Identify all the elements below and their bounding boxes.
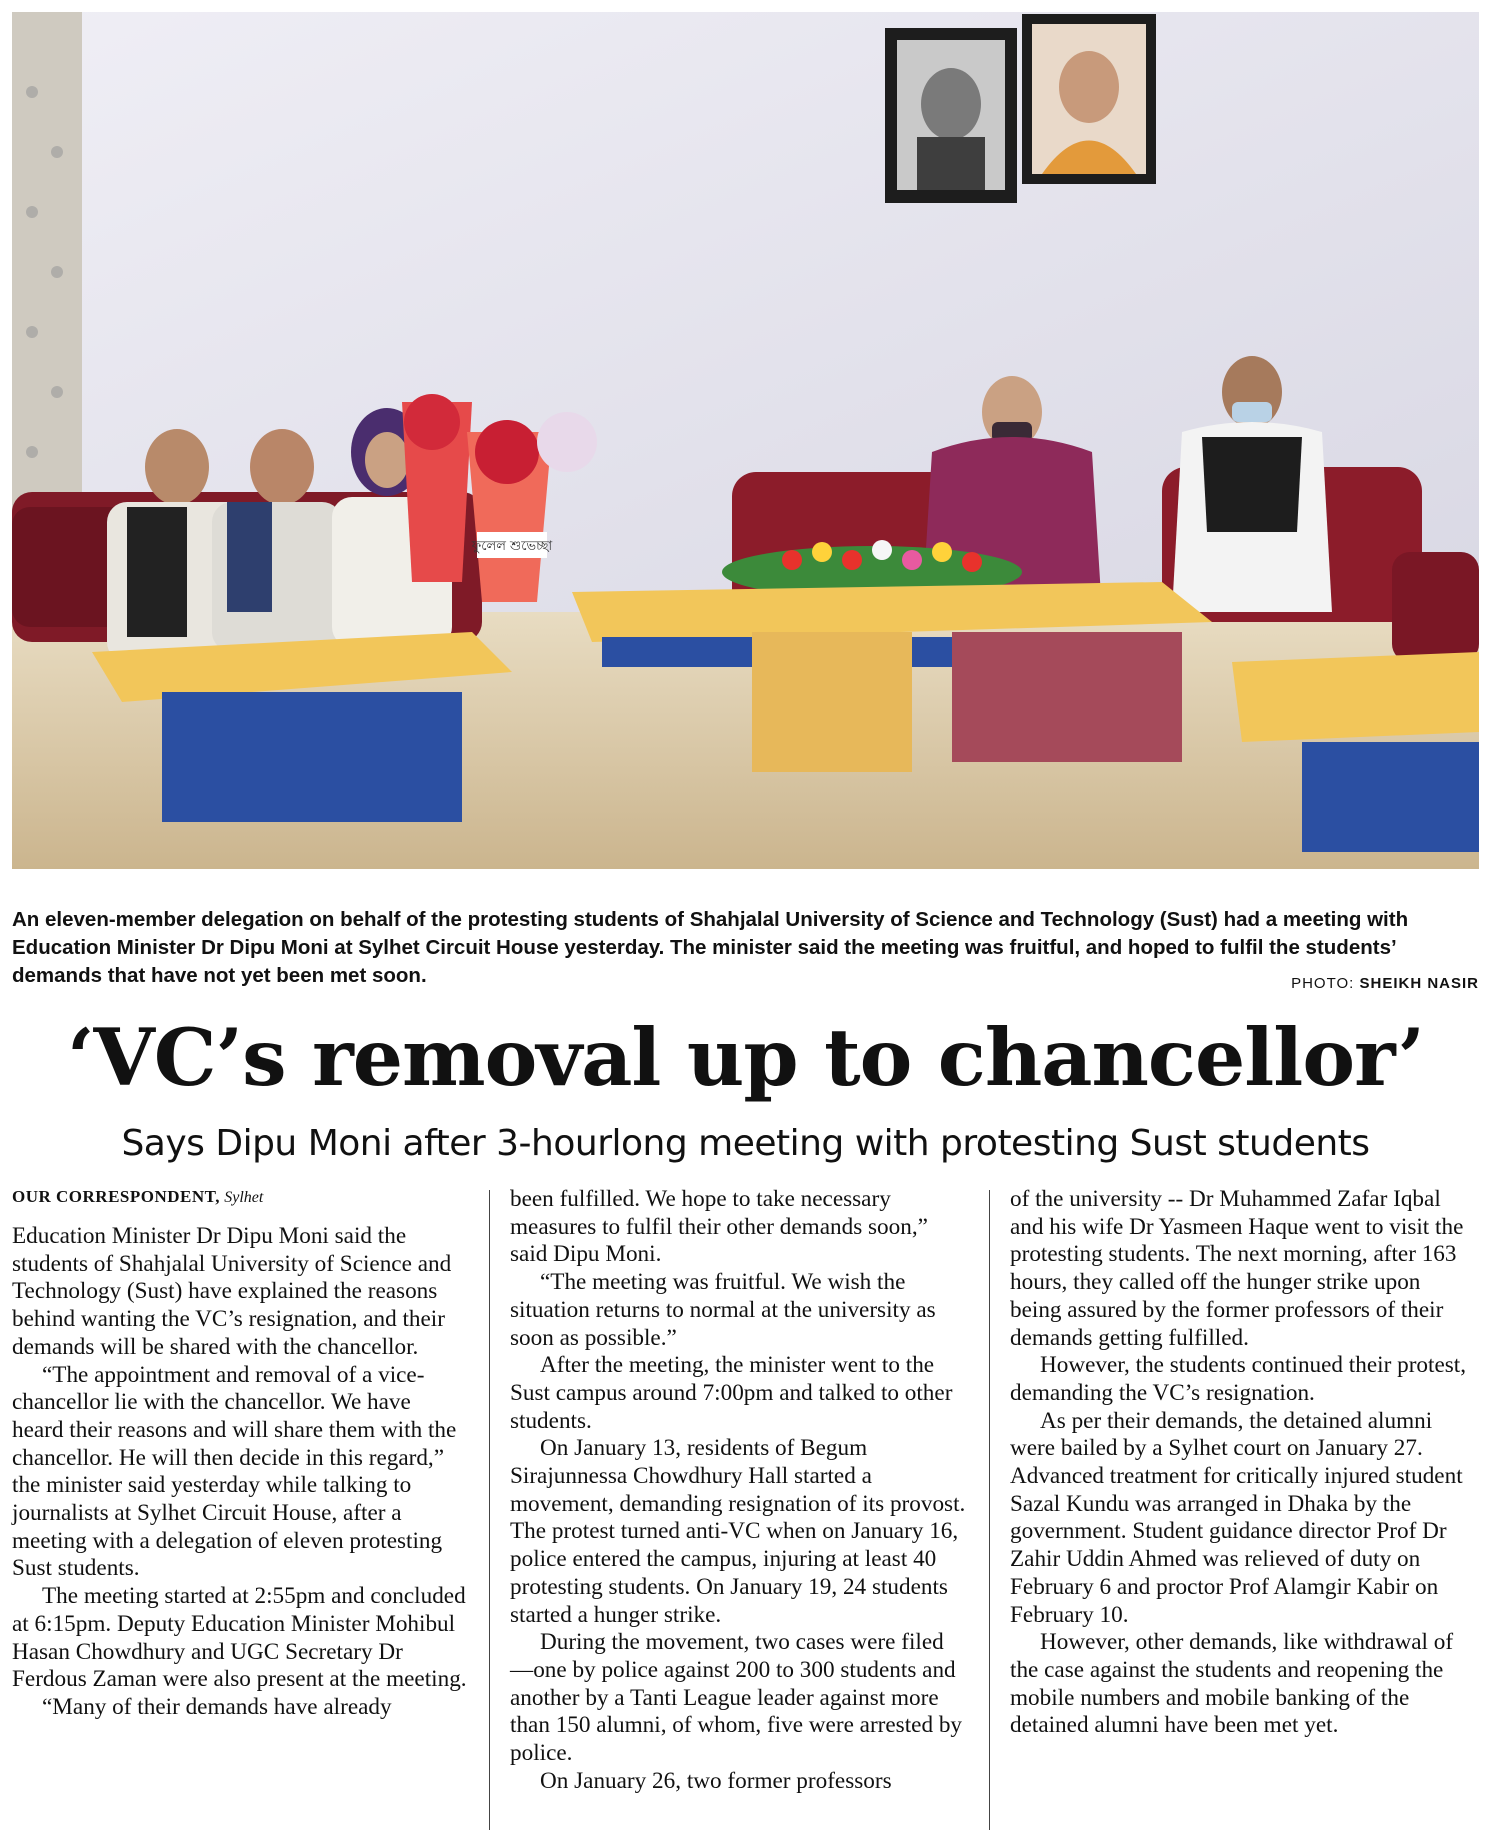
meeting-room-illustration	[12, 12, 1479, 869]
news-photo	[12, 12, 1479, 869]
paragraph: of the university -- Dr Muhammed Zafar Iqbal and his wife Dr Yasmeen Haque went to visit the protesting students. The next morning, after 163 hours, they called off the hunger strike upon being assured by the former professors of their demands getting fulfilled.	[1010, 1186, 1464, 1351]
paragraph: “The appointment and removal of a vice-chancellor lie with the chancellor. We have heard their reasons and will share them with the chancellor. He will then decide in this regard,” the minister said yesterday while talking to journalists at Sylhet Circuit House, after a meeting with a delegation of eleven protesting Sust students.	[12, 1361, 457, 1582]
photo-credit	[1291, 975, 1479, 992]
paragraph: “Many of their demands have already	[42, 1693, 392, 1720]
svg-text:ফুলেল শুভেচ্ছা: ফুলেল শুভেচ্ছা	[471, 539, 553, 554]
paragraph: During the movement, two cases were filed—one by police against 200 to 300 students and another by a Tanti League leader against more than 150 alumni, of whom, five were arrested by police.	[510, 1629, 963, 1767]
byline-location: Sylhet	[224, 1189, 264, 1206]
article-column-1	[12, 1186, 468, 1722]
article-column-2	[510, 1186, 966, 1795]
caption-text: An eleven-member delegation on behalf of the protesting students of Shahjalal University of Science and Technology (Sust) had a meeting with Education Minister Dr Dipu Moni at Sylhet Circuit House yesterday. The minister said the meeting was fruitful, and hoped to fulfil the students’ demands that have not yet been met soon.	[12, 908, 1409, 987]
column-rule	[989, 1190, 990, 1830]
column-rule	[489, 1190, 490, 1830]
paragraph: On January 13, residents of Begum Sirajunnessa Chowdhury Hall started a movement, demanding resignation of its provost. The protest turned anti-VC when on January 16, police entered the campus, injuring at least 40 protesting students. On January 19, 24 students started a hunger strike.	[510, 1435, 966, 1628]
credit-name: SHEIKH NASIR	[1359, 975, 1479, 992]
paragraph: However, the students continued their protest, demanding the VC’s resignation.	[1010, 1352, 1467, 1406]
students-group	[107, 408, 452, 662]
paragraph: However, other demands, like withdrawal of the case against the students and reopening the mobile numbers and mobile banking of the detained alumni have been met yet.	[1010, 1629, 1454, 1739]
paragraph: been fulfilled. We hope to take necessary measures to fulfil their other demands soon,” said Dipu Moni.	[510, 1186, 928, 1268]
paragraph: On January 26, two former professors	[540, 1767, 892, 1794]
subheadline: Says Dipu Moni after 3-hourlong meeting with protesting Sust students	[121, 1123, 1370, 1164]
byline-author: OUR CORRESPONDENT,	[12, 1187, 220, 1206]
article-column-3	[1010, 1186, 1466, 1740]
paragraph: As per their demands, the detained alumni were bailed by a Sylhet court on January 27. Advanced treatment for critically injured student Sazal Kundu was arranged in Dhaka by the government. Student guidance director Prof Dr Zahir Uddin Ahmed was relieved of duty on February 6 and proctor Prof Alamgir Kabir on February 10.	[1010, 1407, 1463, 1628]
credit-prefix: PHOTO:	[1291, 975, 1355, 992]
byline	[12, 1186, 468, 1209]
paragraph: Education Minister Dr Dipu Moni said the students of Shahjalal University of Science and Technology (Sust) have explained the reasons behind wanting the VC’s resignation, and their demands will be shared with the chancellor.	[12, 1223, 452, 1360]
paragraph: The meeting started at 2:55pm and concluded at 6:15pm. Deputy Education Minister Mohibul Hasan Chowdhury and UGC Secretary Dr Ferdous Zaman were also present at the meeting.	[12, 1583, 467, 1693]
headline: ‘VC’s removal up to chancellor’	[66, 1011, 1425, 1104]
photo-caption	[12, 906, 1479, 990]
paragraph: “The meeting was fruitful. We wish the situation returns to normal at the university as soon as possible.”	[510, 1269, 936, 1351]
paragraph: After the meeting, the minister went to the Sust campus around 7:00pm and talked to other students.	[510, 1352, 953, 1434]
